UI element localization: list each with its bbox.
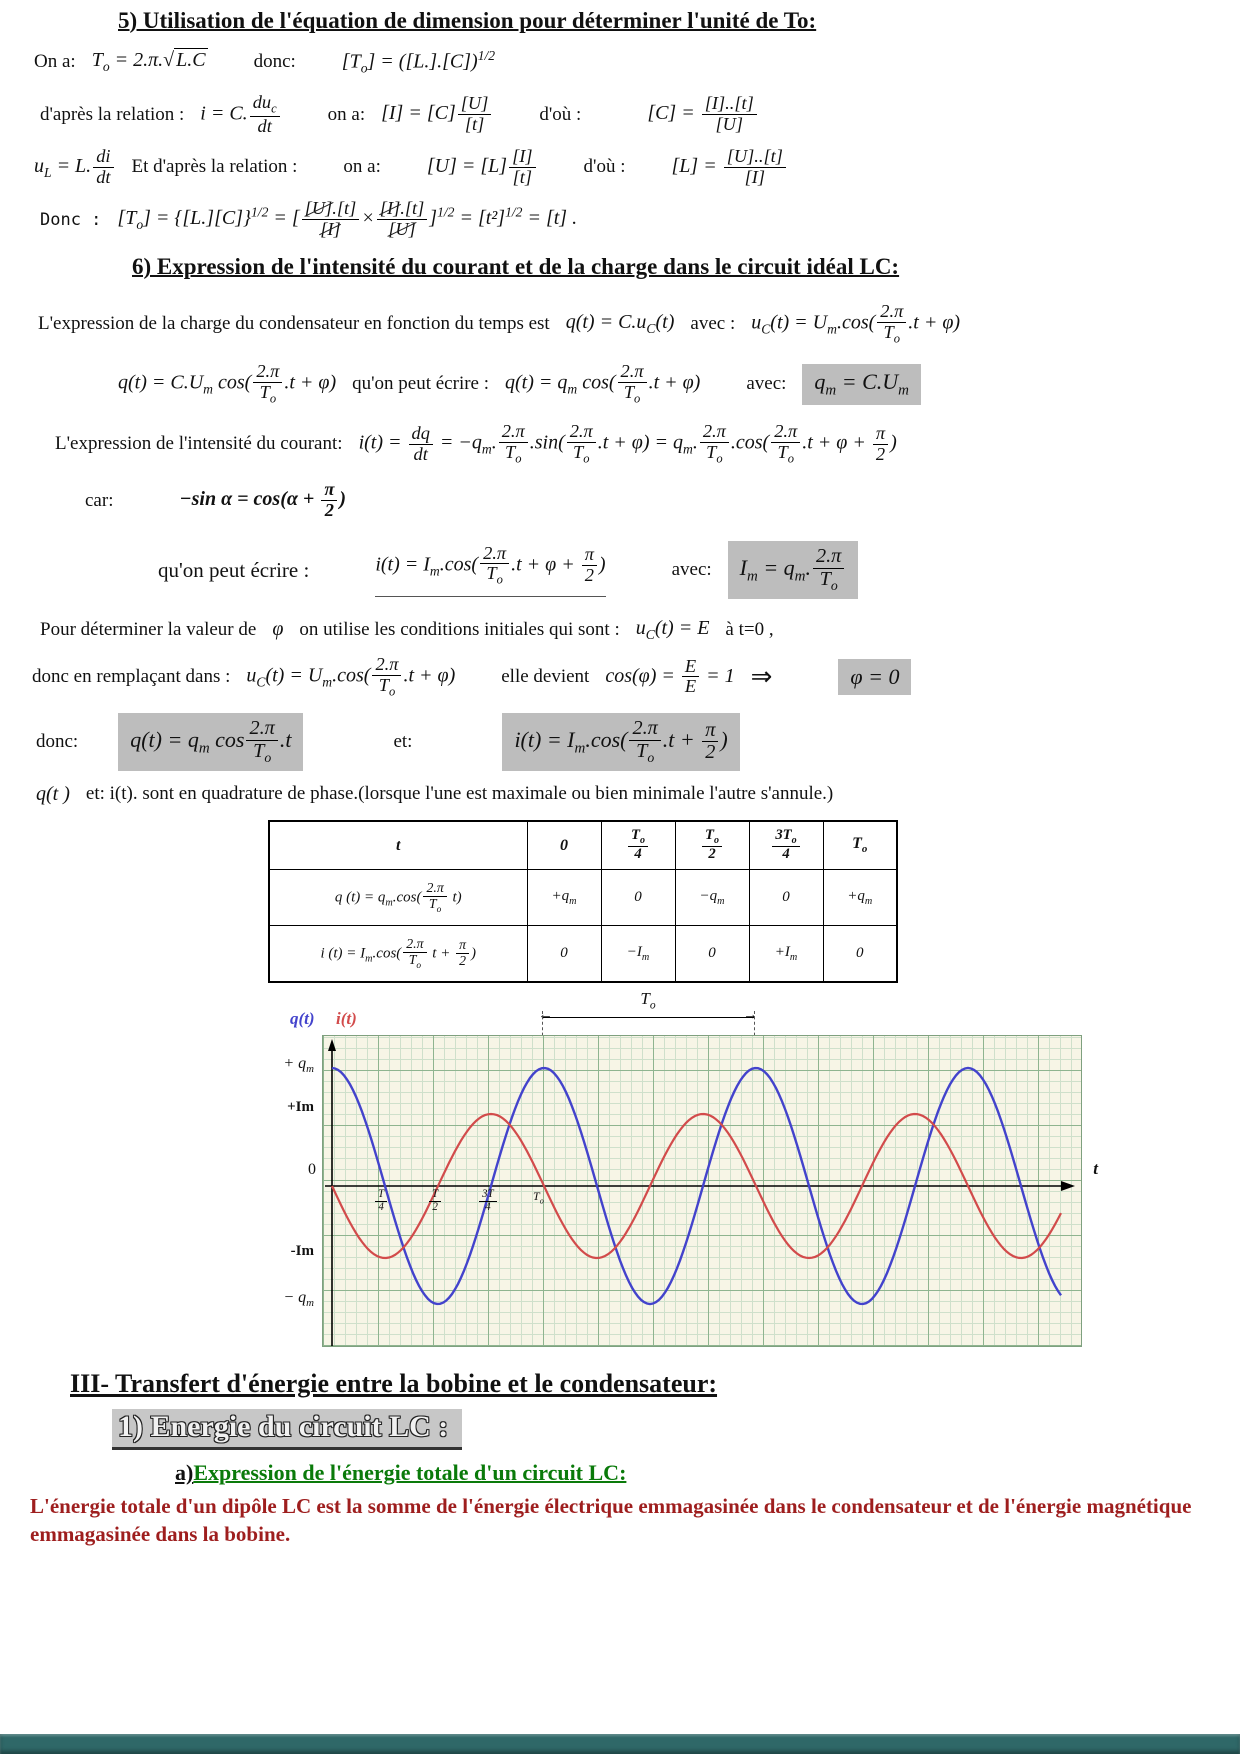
- text-determine-phi: Pour déterminer la valeur de: [40, 618, 257, 640]
- label-et: et:: [393, 730, 413, 752]
- quadrature-note-line: [36, 783, 1240, 806]
- bottom-bar: [0, 1734, 1240, 1754]
- table-cell-i-label: i $(t) = I_m.\cos$( $\frac{2.\pi}{T_o}$ t + $\frac{\pi}{2}$ ): [269, 926, 527, 982]
- table-header-To: $T_o$: [823, 821, 897, 870]
- formula-uc-E: $u_C(t) = E$: [635, 616, 710, 642]
- table-cell: $+q_m$: [527, 870, 601, 926]
- formula-To-unit-derivation: $[T_o] = \{[L.][C]\}^{1/2}$ = [ $\frac{[U].[t]}{[I]}$ × $\frac{[I].[t]}{[U]}$ ]$^{1/2} = [t^2]^{1/2} = [t]$ .: [117, 198, 578, 240]
- equation-line-conclusion: [40, 199, 1240, 240]
- label-quon-peut-ecrire: qu'on peut écrire :: [158, 557, 310, 582]
- symbol-qt: q(t ): [36, 782, 70, 805]
- label-avec: avec:: [746, 373, 787, 395]
- table-row-charge: [269, 870, 897, 926]
- trig-identity-line: [85, 480, 1240, 521]
- equation-line-To: [34, 48, 1240, 77]
- highlight-phi-0: φ = 0: [838, 659, 911, 695]
- phi-solution-line: [32, 655, 1240, 699]
- table-cell: 0: [675, 926, 749, 982]
- current-rewritten-line: [158, 541, 1240, 599]
- section5-heading-row: [118, 8, 1240, 34]
- section3-heading-row: [70, 1369, 1240, 1399]
- formula-sin-cos-identity: −sin α = cos(α + $\frac{\pi}{2}$ ): [179, 479, 347, 521]
- label-donc: Donc :: [40, 209, 102, 230]
- y-label-plus-Im: +Im: [287, 1098, 314, 1115]
- text-at-t0: à t=0 ,: [725, 618, 774, 640]
- label-avec: avec :: [690, 313, 736, 335]
- label-elle-devient: elle devient: [501, 665, 590, 687]
- y-label-minus-qm: − $q_m$: [283, 1288, 314, 1310]
- section6-title: 6) Expression de l'intensité du courant et de la charge dans le circuit idéal LC:: [132, 254, 900, 280]
- formula-i-Im-cos: $i(t) = I_m.\cos$( $\frac{2.\pi}{T_o}$ .t + φ + $\frac{\pi}{2}$ ): [375, 544, 605, 597]
- label-quon-peut-ecrire: qu'on peut écrire :: [352, 373, 490, 395]
- text-current-intro: L'expression de l'intensité du courant:: [55, 433, 343, 455]
- x-axis-label-t: t: [1093, 1158, 1098, 1178]
- text-initial-conditions: on utilise les conditions initiales qui sont :: [299, 618, 620, 640]
- graph-grid-area: [322, 1035, 1082, 1347]
- energy-subheading: 1) Energie du circuit LC :: [112, 1409, 462, 1450]
- energy-subheading-row: [112, 1409, 1240, 1450]
- highlight-Im-qm: $I_m = q_m$. $\frac{2.\pi}{T_o}$: [728, 541, 859, 599]
- formula-q-qm-cos: $q(t) = q_m$ cos( $\frac{2.\pi}{T_o}$ .t + φ): [505, 361, 701, 406]
- equation-line-capacitor: [40, 93, 1240, 137]
- label-on-a: on a:: [327, 103, 366, 125]
- highlight-i-final: $i(t) = I_m.\cos$( $\frac{2.\pi}{T_o}$ .t + $\frac{\pi}{2}$ ): [502, 713, 739, 771]
- equation-line-inductor: [34, 147, 1240, 188]
- y-label-plus-qm: + $q_m$: [283, 1054, 314, 1076]
- table-cell: $-I_m$: [601, 926, 675, 982]
- formula-C-dimension: [C] = $\frac{[I]..[t]}{[U]}$: [647, 94, 758, 135]
- section5-title: 5) Utilisation de l'équation de dimension pour déterminer l'unité de To:: [118, 8, 817, 33]
- table-header-t: t: [269, 821, 527, 870]
- signal-values-table: [268, 820, 898, 983]
- text-en-remplacant: donc en remplaçant dans :: [32, 665, 231, 687]
- formula-To-definition: $T_o = 2.\pi.√$ L.C: [91, 49, 206, 75]
- charge-rewritten-line: [118, 362, 1240, 406]
- current-expression-line: [55, 422, 1240, 466]
- label-avec: avec:: [671, 559, 712, 581]
- table-cell: $+I_m$: [749, 926, 823, 982]
- table-cell-q-label: q $(t) = q_m.\cos$( $\frac{2.\pi}{T_o}$ t): [269, 870, 527, 926]
- x-tick-To4: $\frac{T}{4}$: [373, 1189, 389, 1214]
- text-charge-intro: L'expression de la charge du condensateur en fonction du temps est: [38, 313, 550, 335]
- q-curve-label: q(t): [290, 1008, 315, 1028]
- table-cell: $-q_m$: [675, 870, 749, 926]
- final-equations-line: [36, 713, 1240, 771]
- y-label-minus-Im: -Im: [290, 1242, 314, 1259]
- highlight-q-final: $q(t) = q_m$ cos $\frac{2.\pi}{T_o}$ .t: [118, 713, 303, 771]
- table-header-To2: $\frac{T_o}{2}$: [675, 821, 749, 870]
- label-et-dapres-relation: Et d'après la relation :: [131, 156, 298, 178]
- formula-i-derivative: i(t) = $\frac{dq}{dt}$ = $-q_m$. $\frac{2.\pi}{T_o}$ .sin( $\frac{2.\pi}{T_o}$ $.t + \varphi) = q_m$. $\frac{2.\pi}{T_o}$ .cos( $\frac{2.\pi}{T_o}$ .t + φ + $\frac{\pi}{2}$ ): [358, 421, 897, 466]
- formula-I-dimension: [I] = [C] $\frac{[U]}{[t]}$: [381, 94, 493, 135]
- charge-expression-line: [38, 302, 1240, 346]
- heading-a-prefix: a): [175, 1459, 194, 1485]
- label-on-a: on a:: [343, 156, 381, 178]
- formula-L-dimension: [L] = $\frac{[U]..[t]}{[I]}$: [672, 147, 788, 188]
- symbol-phi: φ: [272, 618, 284, 641]
- table-cell: 0: [527, 926, 601, 982]
- formula-q-CUm-cos: $q(t) = C.U_m$ cos( $\frac{2.\pi}{T_o}$ .t + φ): [118, 361, 337, 406]
- table-header-3To4: $\frac{3T_o}{4}$: [749, 821, 823, 870]
- total-energy-heading-row: [175, 1460, 1240, 1486]
- total-energy-heading: Expression de l'énergie totale d'un circuit LC:: [193, 1459, 627, 1485]
- label-car: car:: [85, 489, 114, 511]
- x-tick-To: $T_o$: [533, 1188, 544, 1206]
- label-donc: donc:: [36, 730, 79, 752]
- table-cell: 0: [601, 870, 675, 926]
- label-dou: d'où :: [539, 103, 582, 125]
- formula-cos-phi-1: cos(φ) = $\frac{E}{E}$ = 1: [605, 655, 735, 697]
- formula-i-C-duc-dt: i = C. $du_c$ dt: [200, 93, 281, 137]
- x-tick-3To4: $\frac{3T}{4}$: [477, 1189, 499, 1214]
- x-tick-To2: $\frac{T}{2}$: [427, 1189, 443, 1214]
- section6-heading-row: [132, 254, 1240, 280]
- label-on-a: On a:: [34, 51, 76, 73]
- formula-uc-cos: $u_C(t) = U_m.\cos$( $\frac{2.\pi}{T_o}$ .t + φ): [751, 301, 961, 346]
- formula-U-dimension: [U] = [L] $\frac{[I]}{[t]}$: [427, 147, 538, 188]
- waveform-graph: [283, 988, 1098, 1347]
- y-axis-arrow: [328, 1039, 336, 1051]
- formula-uc-cos-repeat: $u_C(t) = U_m.\cos$( $\frac{2.\pi}{T_o}$ .t + φ): [246, 653, 456, 699]
- formula-To-dimension: $[T_o] = ([L.].[C])^{1/2}$: [341, 48, 496, 76]
- highlight-qm-CUm: $q_m = C.U_m$: [802, 364, 921, 404]
- initial-conditions-line: [40, 617, 1240, 643]
- section3-title: III- Transfert d'énergie entre la bobine et le condensateur:: [70, 1368, 718, 1398]
- x-axis-arrow: [1061, 1181, 1075, 1191]
- label-dapres-relation: d'après la relation :: [40, 103, 185, 125]
- y-label-zero: 0: [308, 1160, 316, 1178]
- table-cell: 0: [749, 870, 823, 926]
- label-donc: donc:: [253, 51, 296, 73]
- text-quadrature: et: i(t). sont en quadrature de phase.(lorsque l'une est maximale ou bien minimale l'autre s'annule.): [85, 783, 834, 805]
- total-energy-paragraph: L'énergie totale d'un dipôle LC est la somme de l'énergie électrique emmagasinée dans le condensateur et de l'énergie magnétique emmagasinée dans la bobine.: [30, 1493, 1192, 1547]
- table-header-0: 0: [527, 821, 601, 870]
- table-header-To4: $\frac{T_o}{4}$: [601, 821, 675, 870]
- table-header-row: [269, 821, 897, 870]
- period-annotation-label: $T_o$: [640, 988, 656, 1012]
- i-curve-label: i(t): [336, 1008, 357, 1028]
- formula-uL-L-di-dt: $u_L = L$. $\frac{di}{dt}$: [34, 147, 116, 188]
- label-dou: d'où :: [583, 156, 626, 178]
- table-row-current: [269, 926, 897, 982]
- formula-q-Cu: $q(t) = C.u_C(t)$: [565, 311, 675, 337]
- table-cell: $+q_m$: [823, 870, 897, 926]
- period-double-arrow: [542, 1017, 754, 1018]
- table-cell: 0: [823, 926, 897, 982]
- implies-arrow: ⇒: [750, 661, 773, 691]
